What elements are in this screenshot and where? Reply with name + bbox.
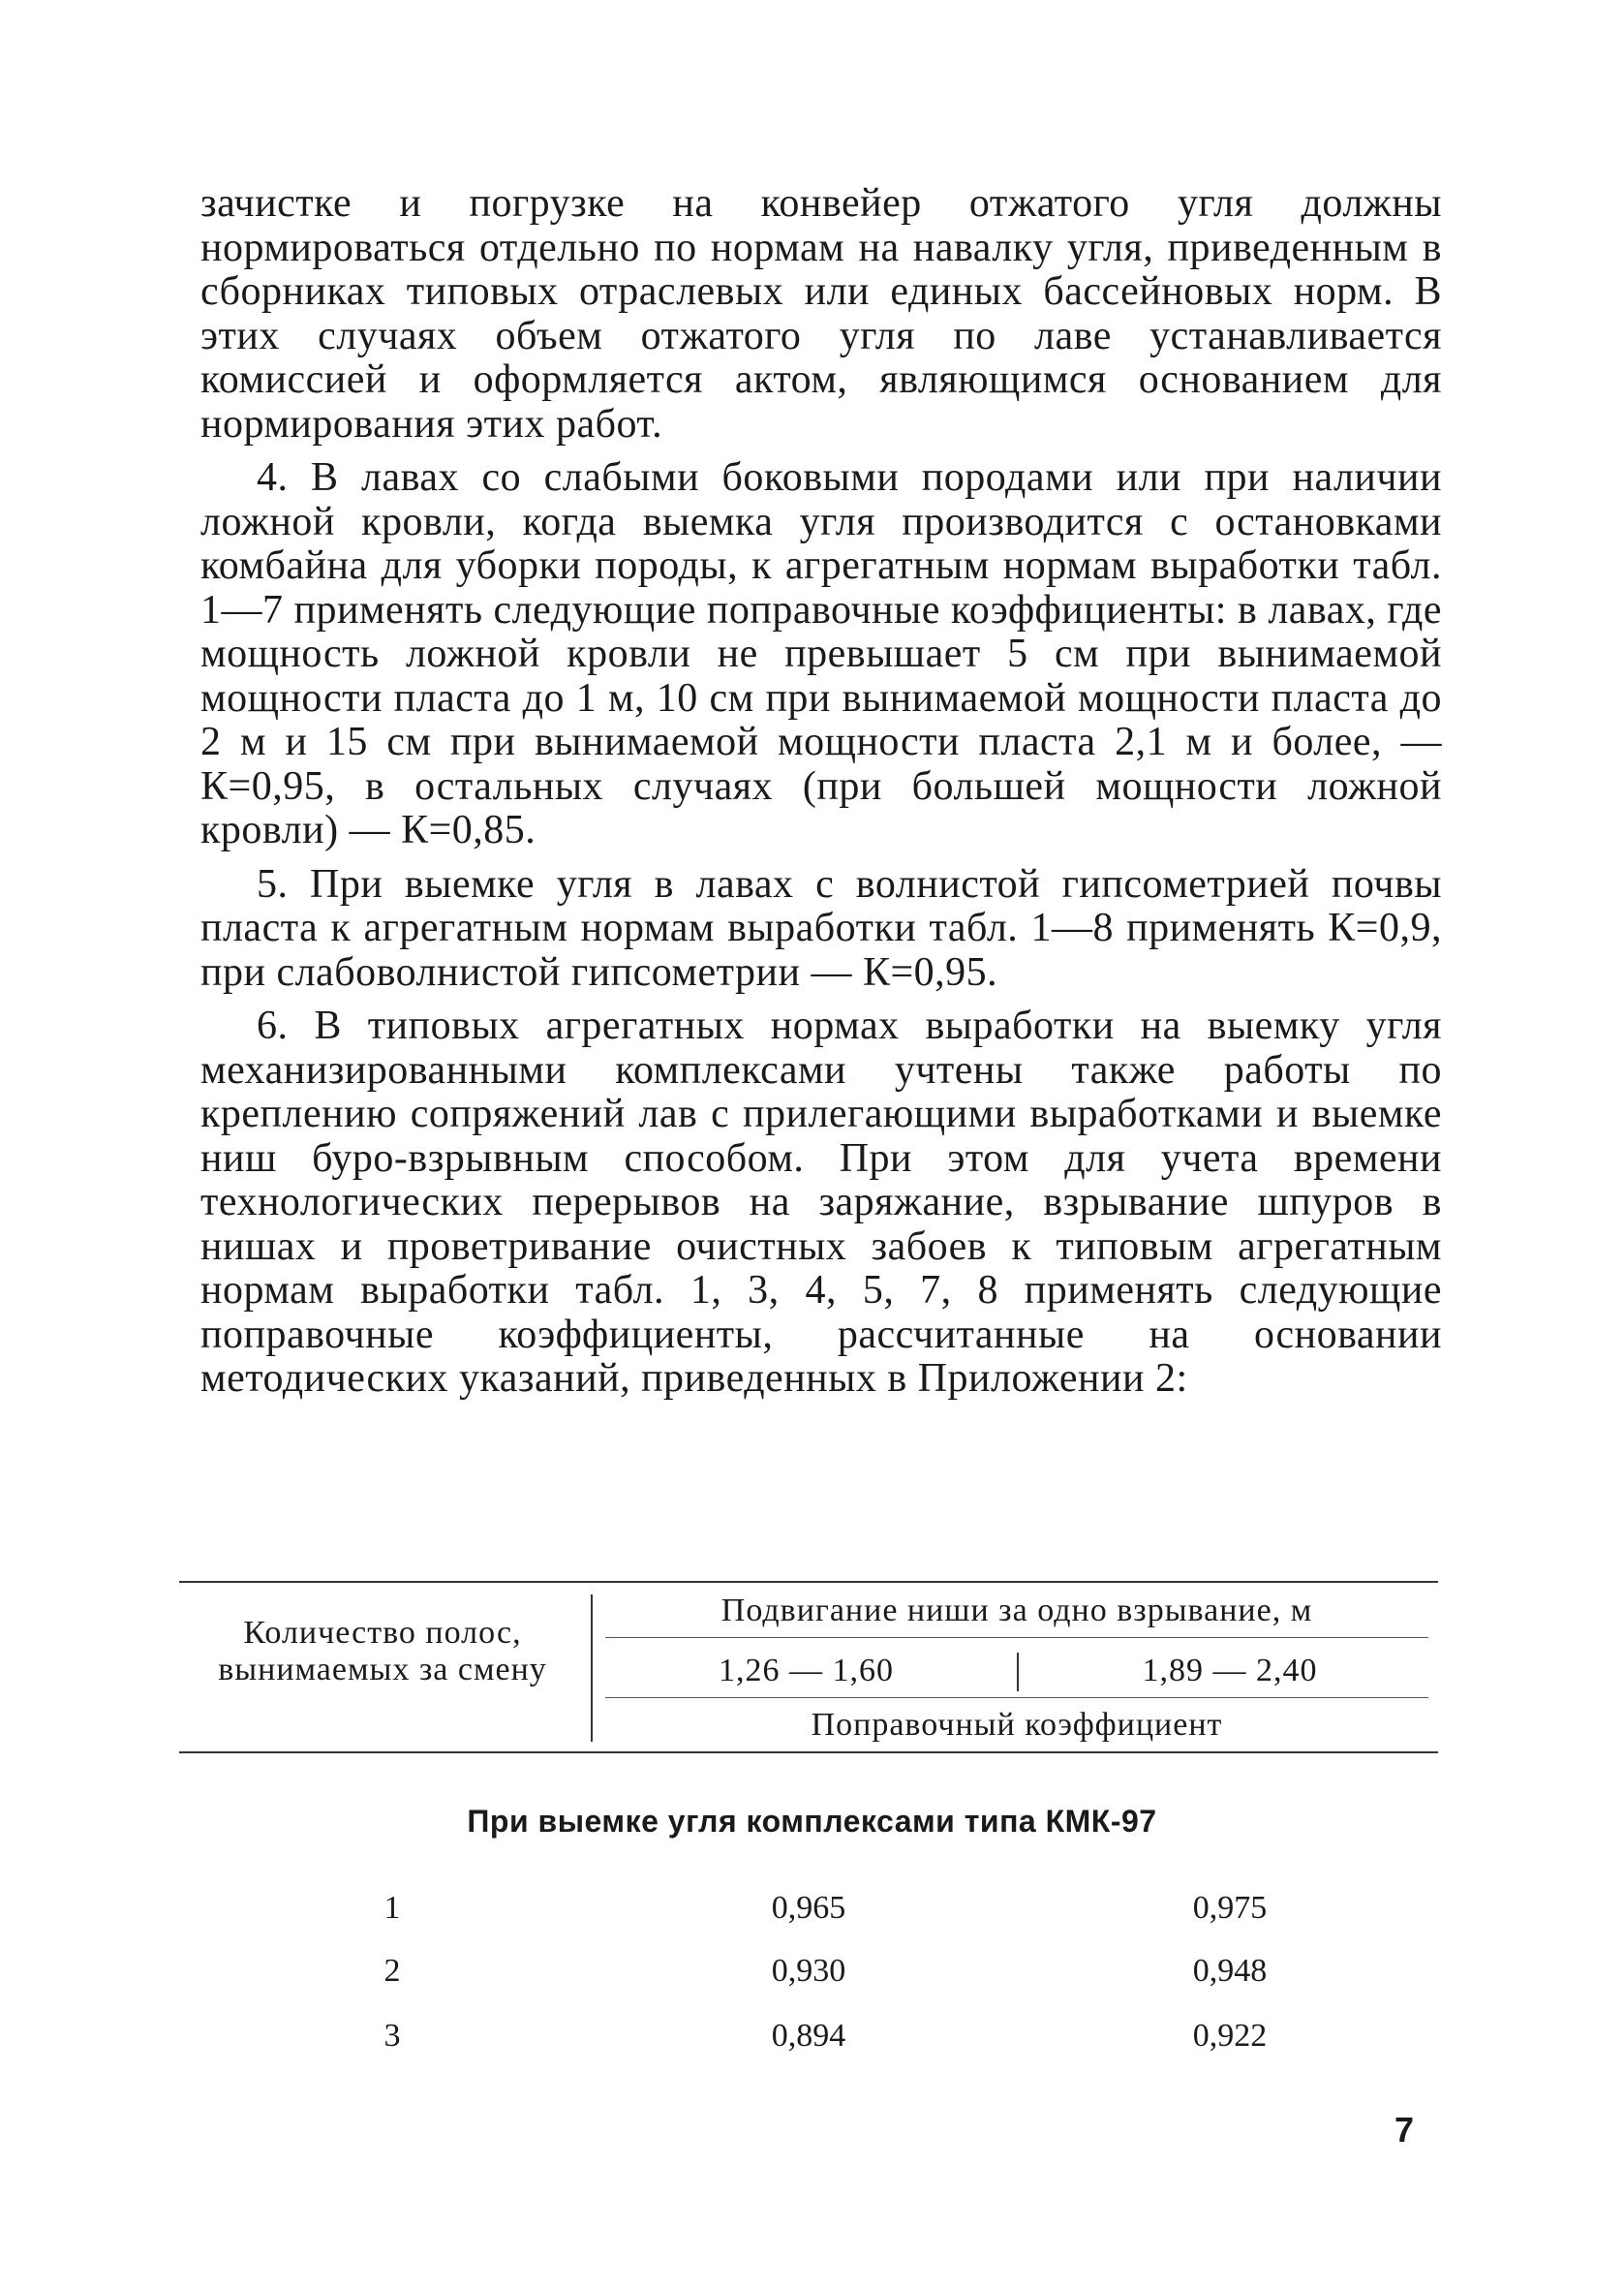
body-text [200, 182, 1442, 1402]
paragraph-continuation: зачистке и погрузке на конвейер отжатого угля должны нормироваться отдельно по нормам на навалку угля, приведенным в сборниках типовых отраслевых или единых бассейновых норм. В этих случаях объем отжатого угля по лаве устанавливается комиссией и оформляется актом, являющимся основанием для нормирования этих работ. [200, 181, 1442, 447]
table-top-rule [179, 1581, 1438, 1583]
paragraph-item-4: 4. В лавах со слабыми боковыми породами или при наличии ложной кровли, когда выемка угля производится с остановками комбайна для уборки породы, к агрегатным нормам выработки табл. 1—7 применять следующие поправочные коэффициенты: в лавах, где мощность ложной кровли не превышает 5 см при вынимаемой мощности пласта до 1 м, 10 см при вынимаемой мощности пласта до 2 м и 15 см при вынимаемой мощности пласта 2,1 м и более, — К=0,95, в остальных случаях (при большей мощности ложной кровли) — К=0,85. [200, 455, 1442, 852]
table-sub-rule [605, 1697, 1428, 1698]
paragraph-item-6: 6. В типовых агрегатных нормах выработки на выемку угля механизированными комплексами учтены также работы по креплению сопряжений лав с прилегающими выработками и выемке ниш буро-взрывным способом. При этом для учета времени технологических перерывов на заряжание, взрывание шпуров в нишах и проветривание очистных забоев к типовым агрегатным нормам выработки табл. 1, 3, 4, 5, 7, 8 применять следующие поправочные коэффициенты, рассчитанные на основании методических указаний, приведенных в Приложении 2: [200, 1004, 1442, 1401]
table-subheader: Поправочный коэффициент [811, 1707, 1223, 1743]
table-row-header: Количество полос, вынимаемых за смену [218, 1615, 547, 1687]
table-row [0, 1890, 1624, 1938]
row-value-1: 0,894 [771, 2018, 846, 2054]
table-col-divider [1017, 1653, 1019, 1691]
coefficient-table-header [179, 1581, 1438, 1753]
row-value-1: 0,930 [771, 1953, 846, 1989]
page-number: 7 [1394, 2110, 1415, 2150]
row-value-2: 0,975 [1192, 1890, 1268, 1926]
table-stub-divider [591, 1594, 593, 1742]
row-value-2: 0,948 [1192, 1953, 1268, 1989]
row-count: 1 [383, 1890, 401, 1926]
table-bottom-rule [179, 1751, 1438, 1753]
table-col-header-1: 1,26 — 1,60 [719, 1653, 894, 1688]
table-row [0, 1953, 1624, 2001]
paragraph-item-5: 5. При выемке угля в лавах с волнистой гипсометрией почвы пласта к агрегатным нормам выработки табл. 1—8 применять К=0,9, при слабоволнистой гипсометрии — К=0,95. [200, 861, 1442, 995]
table-col-header-2: 1,89 — 2,40 [1142, 1653, 1318, 1688]
row-count: 2 [383, 1953, 401, 1989]
row-count: 3 [383, 2018, 401, 2054]
table-group-rule [605, 1637, 1428, 1638]
table-row [0, 2018, 1624, 2066]
table-group-header: Подвигание ниши за одно взрывание, м [720, 1593, 1313, 1628]
table-section-title: При выемке угля комплексами типа КМК-97 [467, 1804, 1157, 1839]
row-value-1: 0,965 [771, 1890, 846, 1926]
row-value-2: 0,922 [1192, 2018, 1268, 2054]
